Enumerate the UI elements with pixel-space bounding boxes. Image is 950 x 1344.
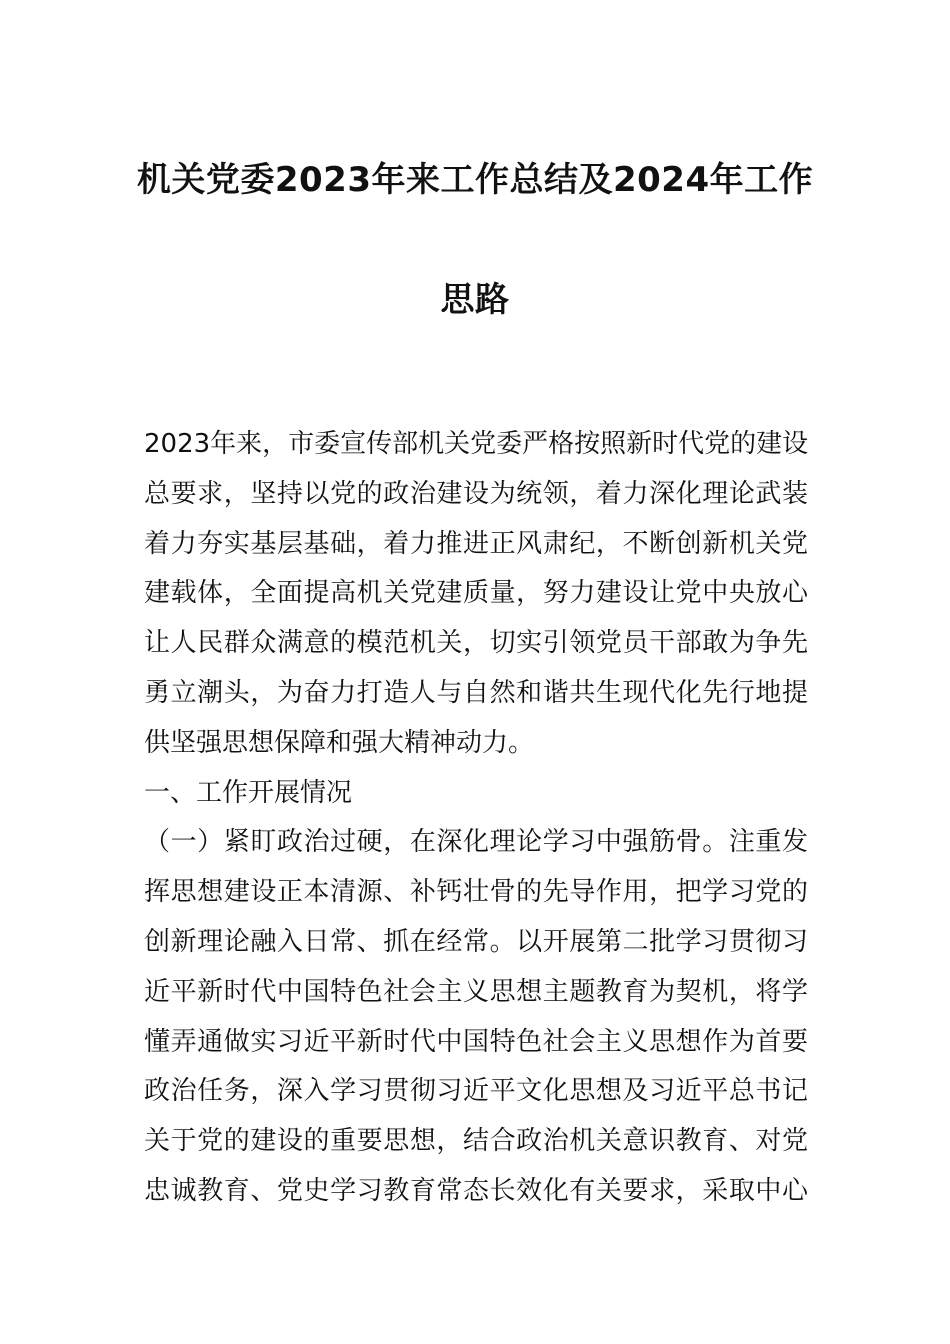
document-title-line-2: 思路 bbox=[440, 280, 510, 320]
body-line: 懂弄通做实习近平新时代中国特色社会主义思想作为首要 bbox=[144, 1026, 808, 1057]
body-line: 供坚强思想保障和强大精神动力。 bbox=[144, 727, 535, 758]
body-line: 政治任务，深入学习贯彻习近平文化思想及习近平总书记 bbox=[144, 1076, 808, 1107]
body-line: 着力夯实基层基础，着力推进正风肃纪，不断创新机关党 bbox=[144, 528, 808, 559]
document-title-line-1: 机关党委2023年来工作总结及2024年工作 bbox=[136, 160, 814, 200]
body-line: 创新理论融入日常、抓在经常。以开展第二批学习贯彻习 bbox=[144, 926, 808, 957]
body-line: 一、工作开展情况 bbox=[144, 777, 353, 808]
body-line: 挥思想建设正本清源、补钙壮骨的先导作用，把学习党的 bbox=[144, 877, 808, 908]
document-body bbox=[144, 420, 808, 1217]
body-line: 总要求，坚持以党的政治建设为统领，着力深化理论武装 bbox=[144, 478, 808, 509]
body-line: （一）紧盯政治过硬，在深化理论学习中强筋骨。注重发 bbox=[144, 827, 808, 858]
body-line: 建载体，全面提高机关党建质量，努力建设让党中央放心 bbox=[144, 578, 808, 609]
body-line: 关于党的建设的重要思想，结合政治机关意识教育、对党 bbox=[144, 1126, 808, 1157]
body-line: 让人民群众满意的模范机关，切实引领党员干部敢为争先 bbox=[144, 628, 808, 659]
body-line: 2023年来，市委宣传部机关党委严格按照新时代党的建设 bbox=[144, 429, 808, 459]
body-line: 近平新时代中国特色社会主义思想主题教育为契机，将学 bbox=[144, 976, 808, 1007]
body-line: 忠诚教育、党史学习教育常态长效化有关要求，采取中心 bbox=[144, 1175, 808, 1206]
body-line: 勇立潮头，为奋力打造人与自然和谐共生现代化先行地提 bbox=[144, 677, 808, 708]
